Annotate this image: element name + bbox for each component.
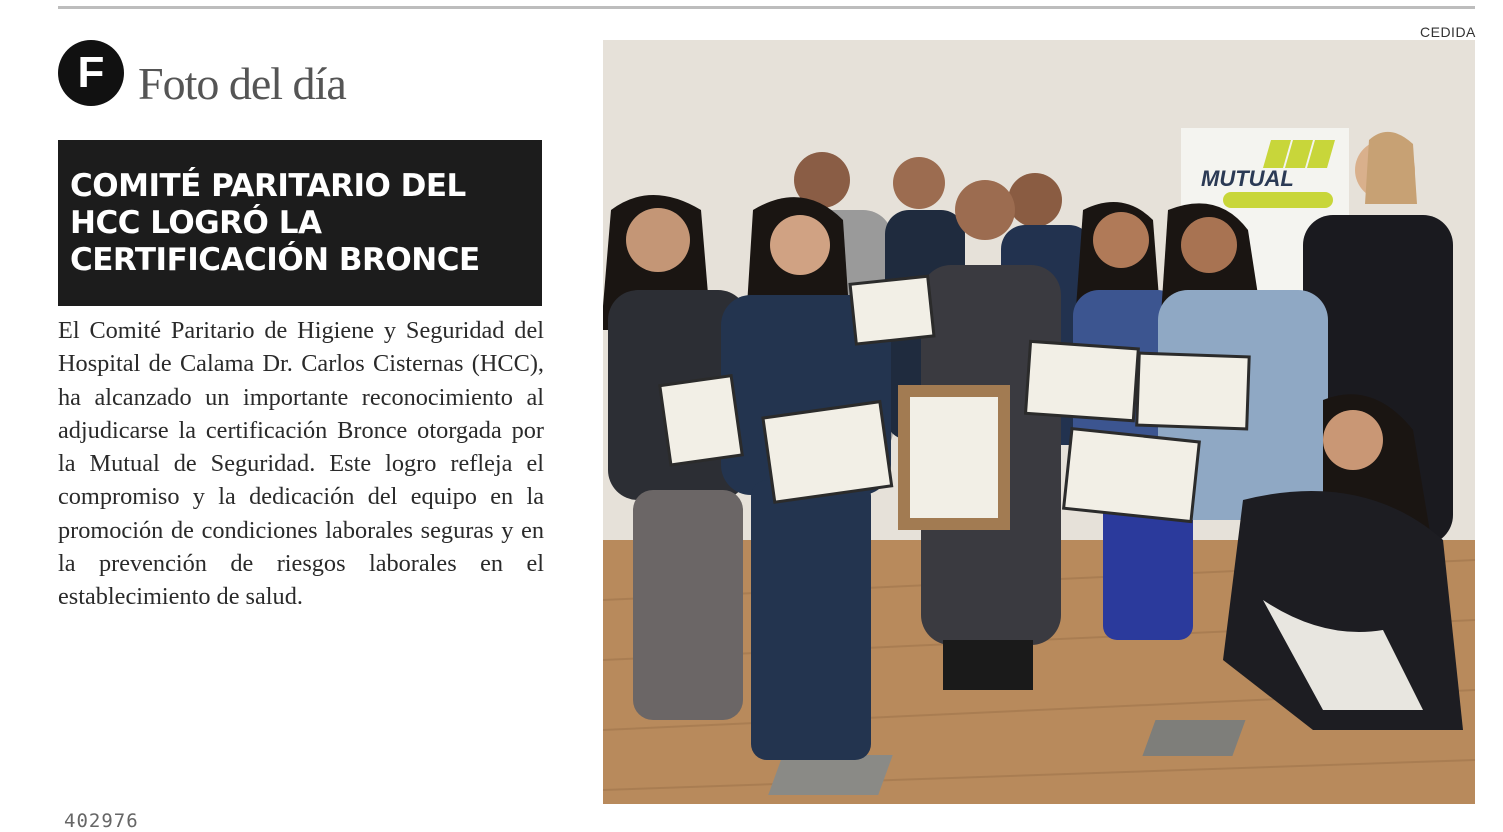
certificate [660, 376, 742, 465]
floor-plate [1142, 720, 1245, 756]
certificate [850, 276, 934, 344]
headline: COMITÉ PARITARIO DEL HCC LOGRÓ LA CERTIFICACIÓN BRONCE [70, 168, 480, 278]
certificate [898, 385, 1010, 530]
section-badge: F [58, 40, 124, 106]
banner-text: MUTUAL [1201, 166, 1294, 191]
certificate [1137, 353, 1249, 429]
top-rule [58, 6, 1475, 9]
section-title: Foto del día [138, 58, 346, 109]
photo-illustration [603, 40, 1475, 804]
photo-credit: CEDIDA [1420, 24, 1476, 40]
headline-box [58, 140, 542, 306]
certificate [763, 402, 892, 503]
certificate [1026, 341, 1139, 420]
floor-plate [768, 755, 893, 795]
article-body: El Comité Paritario de Higiene y Seguridad del Hospital de Calama Dr. Carlos Cisternas (HCC), ha alcanzado un importante reconocimiento al adjudicarse la certificación Bronce otorgada por la Mutual de Seguridad. Este logro refleja el compromiso y la dedicación del equipo en la promoción de condiciones laborales seguras y en la prevención de riesgos laborales en el establecimiento de salud. [58, 317, 544, 611]
certificate [1064, 429, 1200, 522]
page-code: 402976 [64, 810, 139, 832]
news-photo [603, 40, 1475, 804]
